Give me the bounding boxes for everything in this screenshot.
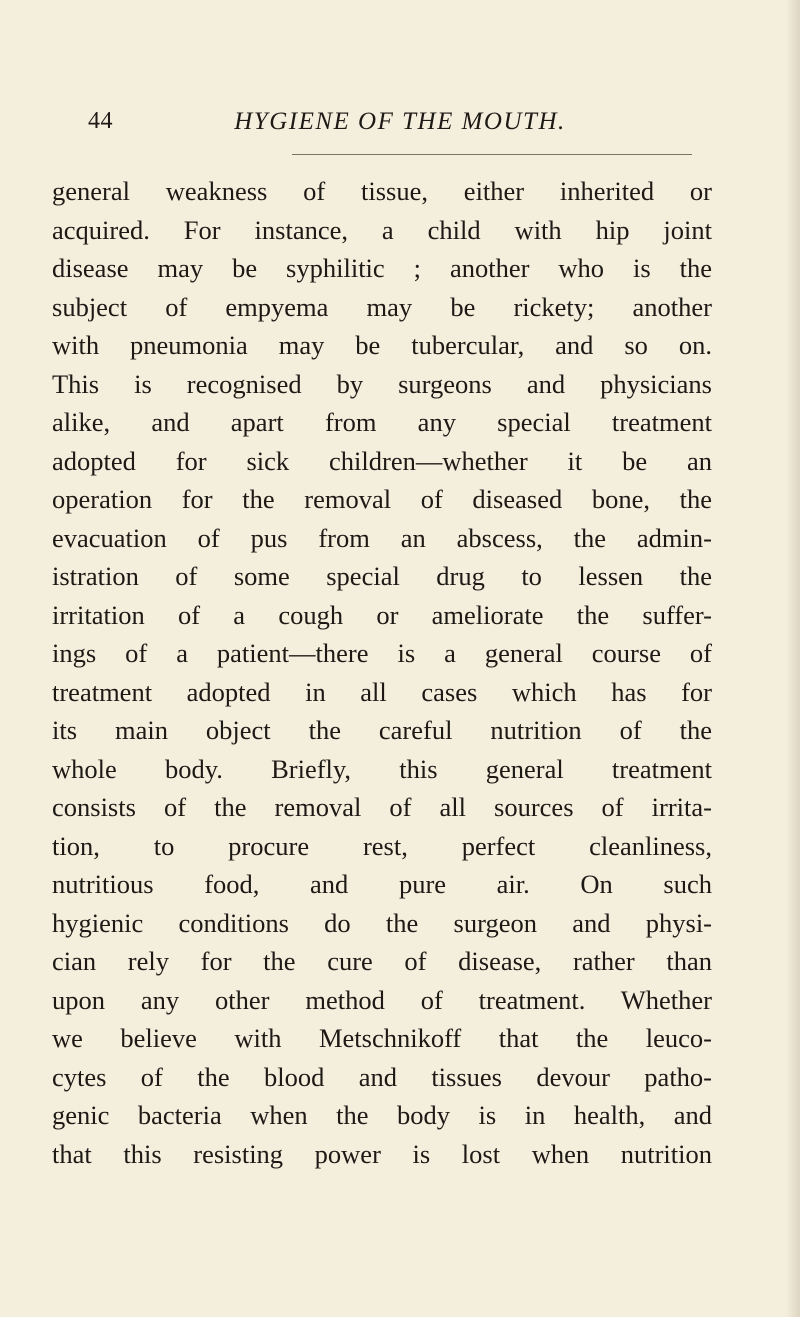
text-line: adopted for sick children—whether it be an: [52, 445, 712, 476]
header-rule: [292, 154, 692, 155]
body-text: [52, 172, 712, 1173]
text-line: that this resisting power is lost when nutrition: [52, 1138, 712, 1169]
text-line: ings of a patient—there is a general course of: [52, 638, 712, 668]
text-line: irritation of a cough or ameliorate the suffer-: [52, 599, 712, 630]
text-line: tion, to procure rest, perfect cleanliness,: [52, 830, 712, 861]
text-line: treatment adopted in all cases which has for: [52, 676, 712, 707]
running-head: HYGIENE OF THE MOUTH.: [234, 108, 566, 135]
text-line: cian rely for the cure of disease, rather than: [52, 946, 712, 976]
text-line: whole body. Briefly, this general treatment: [52, 753, 712, 784]
text-line: upon any other method of treatment. Whether: [52, 984, 712, 1015]
text-line: we believe with Metschnikoff that the leuco-: [52, 1023, 712, 1053]
text-line: operation for the removal of diseased bone, the: [52, 484, 712, 514]
text-line: This is recognised by surgeons and physicians: [52, 368, 712, 399]
text-line: disease may be syphilitic ; another who is the: [52, 253, 712, 283]
text-line: nutritious food, and pure air. On such: [52, 869, 712, 899]
text-line: hygienic conditions do the surgeon and physi-: [52, 907, 712, 938]
text-line: istration of some special drug to lessen the: [52, 561, 712, 591]
page-edge-shadow: [786, 0, 800, 1317]
text-line: its main object the careful nutrition of the: [52, 715, 712, 745]
text-line: evacuation of pus from an abscess, the admin-: [52, 522, 712, 553]
text-line: alike, and apart from any special treatment: [52, 407, 712, 437]
text-line: cytes of the blood and tissues devour patho-: [52, 1061, 712, 1092]
text-line: acquired. For instance, a child with hip joint: [52, 214, 712, 245]
page-header: [80, 108, 740, 140]
text-line: subject of empyema may be rickety; another: [52, 291, 712, 322]
text-line: consists of the removal of all sources of irrita-: [52, 792, 712, 822]
page-number: 44: [88, 108, 113, 134]
text-line: with pneumonia may be tubercular, and so on.: [52, 330, 712, 360]
text-line: genic bacteria when the body is in health, and: [52, 1100, 712, 1130]
text-line: general weakness of tissue, either inherited or: [52, 176, 712, 206]
